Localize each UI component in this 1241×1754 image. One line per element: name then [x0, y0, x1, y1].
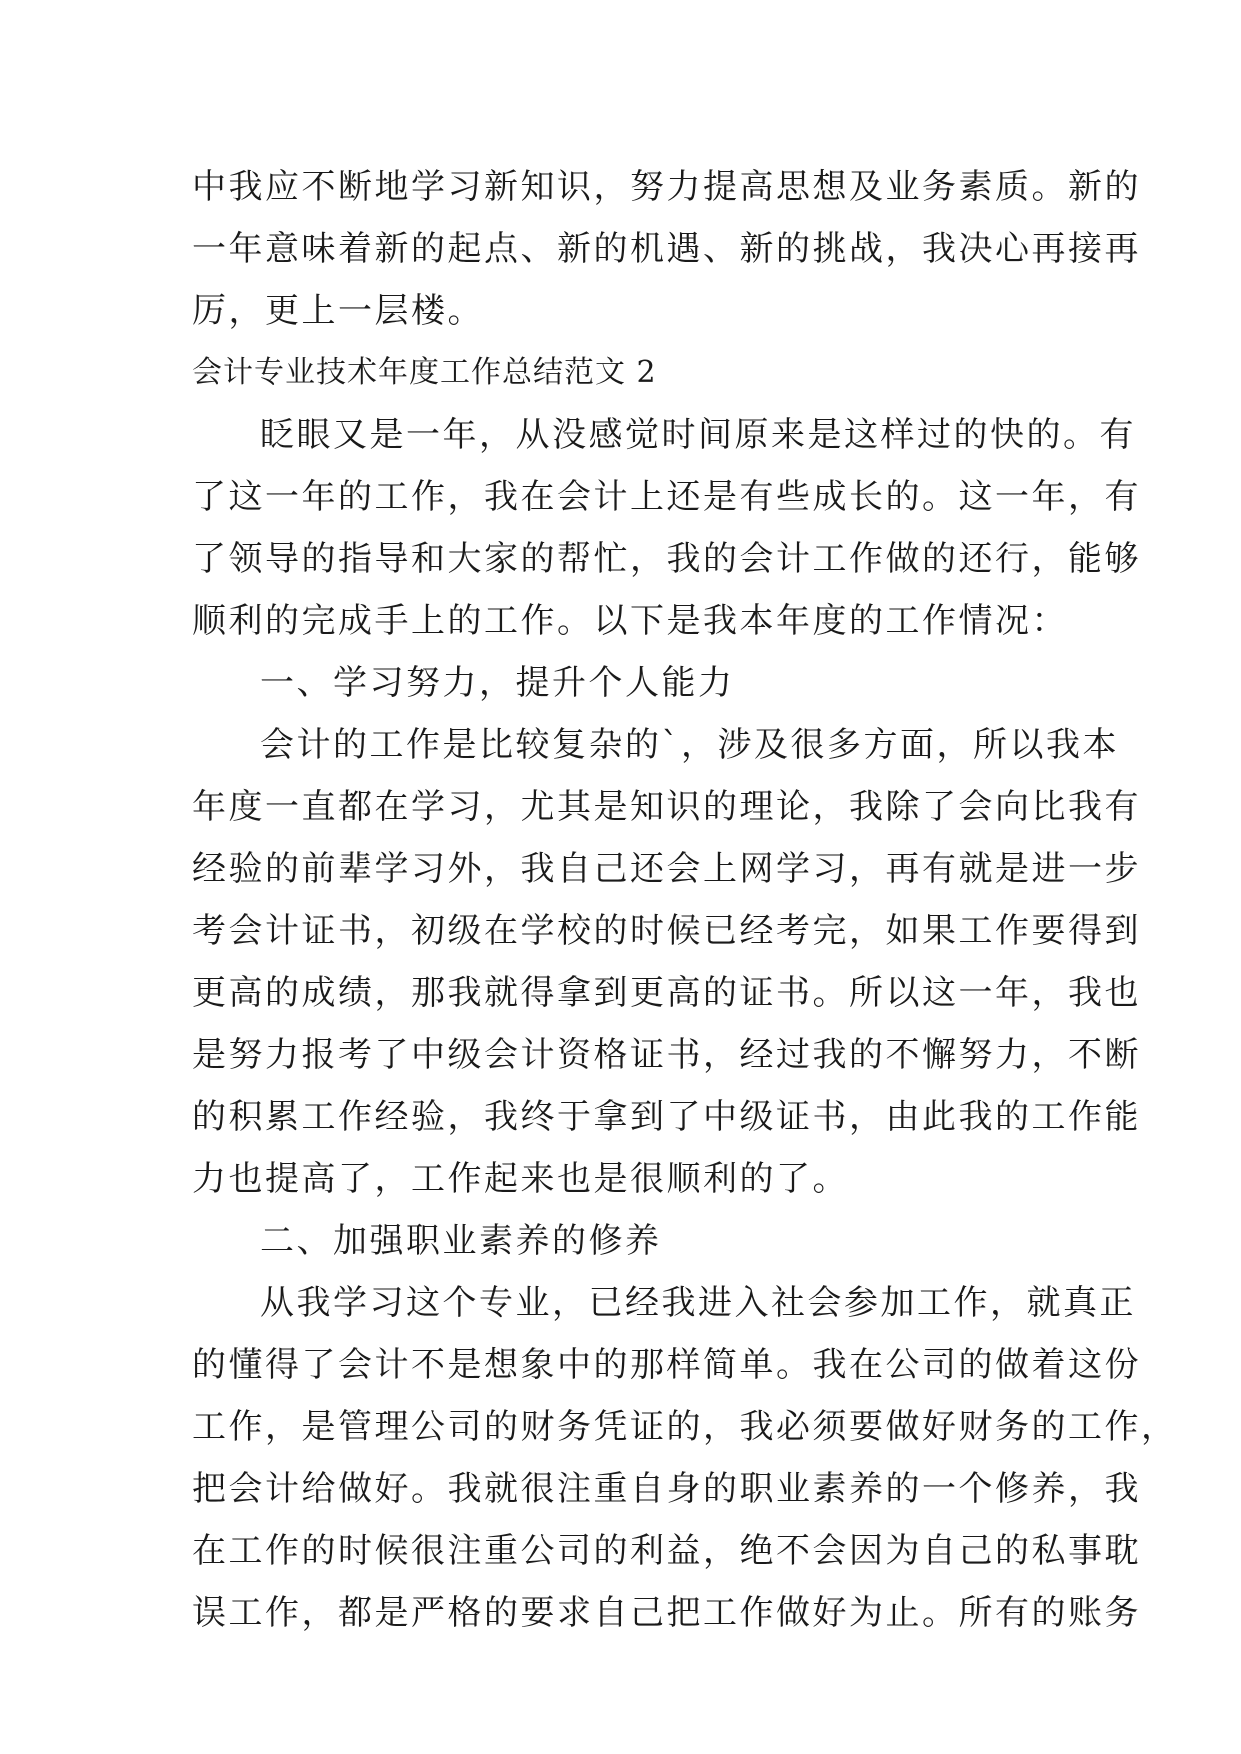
text-line: 误工作，都是严格的要求自己把工作做好为止。所有的账务 — [192, 1593, 1141, 1633]
section-title: 会计专业技术年度工作总结范文 2 — [192, 355, 657, 390]
document-page — [192, 156, 1178, 1644]
subheading: 一、学习努力，提升个人能力 — [260, 663, 735, 703]
text-line: 把会计给做好。我就很注重自身的职业素养的一个修养，我 — [192, 1469, 1141, 1509]
text-line: 在工作的时候很注重公司的利益，绝不会因为自己的私事耽 — [192, 1531, 1141, 1571]
text-line: 经验的前辈学习外，我自己还会上网学习，再有就是进一步 — [192, 849, 1141, 889]
text-line: 一年意味着新的起点、新的机遇、新的挑战，我决心再接再 — [192, 229, 1141, 269]
text-line: 厉，更上一层楼。 — [192, 291, 484, 331]
subheading: 二、加强职业素养的修养 — [260, 1221, 662, 1261]
text-line: 力也提高了，工作起来也是很顺利的了。 — [192, 1159, 849, 1199]
text-line: 更高的成绩，那我就得拿到更高的证书。所以这一年，我也 — [192, 973, 1141, 1013]
text-line: 了这一年的工作，我在会计上还是有些成长的。这一年，有 — [192, 477, 1141, 517]
text-line: 中我应不断地学习新知识，努力提高思想及业务素质。新的 — [192, 167, 1141, 207]
text-line: 了领导的指导和大家的帮忙，我的会计工作做的还行，能够 — [192, 539, 1141, 579]
text-line: 考会计证书，初级在学校的时候已经考完，如果工作要得到 — [192, 911, 1141, 951]
text-line: 会计的工作是比较复杂的`，涉及很多方面，所以我本 — [260, 725, 1119, 765]
text-line: 工作，是管理公司的财务凭证的，我必须要做好财务的工作， — [192, 1407, 1178, 1447]
text-line: 眨眼又是一年，从没感觉时间原来是这样过的快的。有 — [260, 415, 1136, 455]
text-line: 是努力报考了中级会计资格证书，经过我的不懈努力，不断 — [192, 1035, 1141, 1075]
text-line: 的懂得了会计不是想象中的那样简单。我在公司的做着这份 — [192, 1345, 1141, 1385]
text-line: 的积累工作经验，我终于拿到了中级证书，由此我的工作能 — [192, 1097, 1141, 1137]
text-line: 年度一直都在学习，尤其是知识的理论，我除了会向比我有 — [192, 787, 1141, 827]
text-line: 顺利的完成手上的工作。以下是我本年度的工作情况： — [192, 601, 1068, 641]
text-line: 从我学习这个专业，已经我进入社会参加工作，就真正 — [260, 1283, 1136, 1323]
